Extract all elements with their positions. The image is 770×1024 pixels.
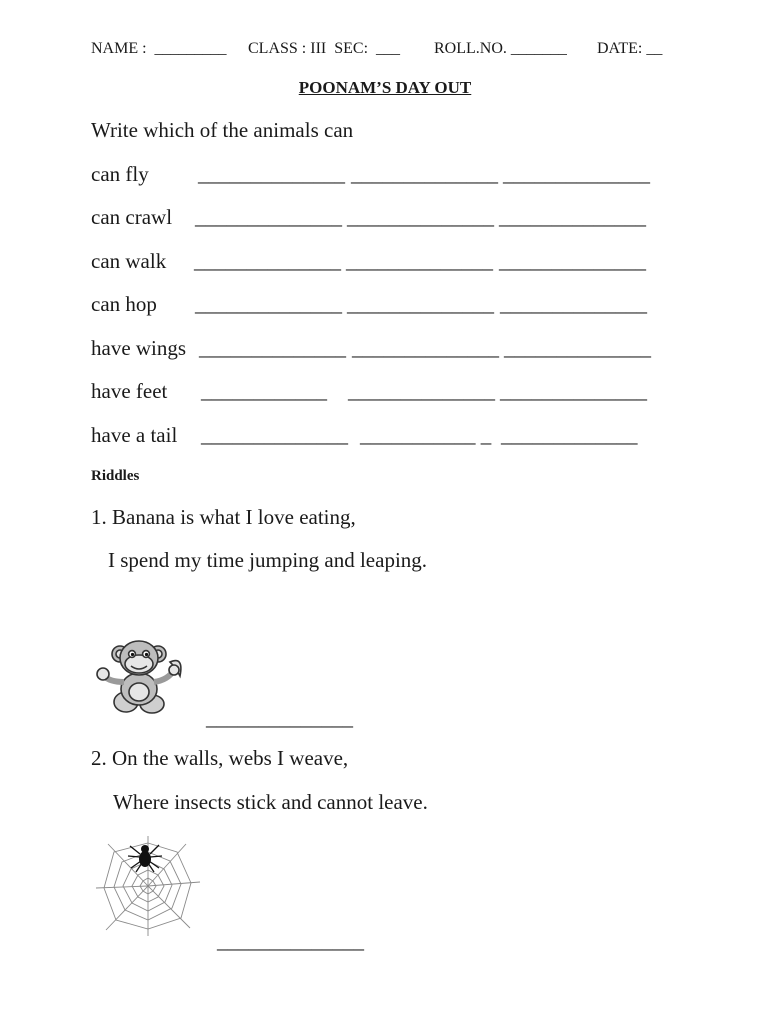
- answer-blank: ______________: [500, 292, 647, 316]
- row-label: have wings: [91, 336, 187, 360]
- answer-blank: ______________: [352, 336, 499, 360]
- answer-blank: ______________: [199, 336, 346, 360]
- answer-blank: _____________: [501, 423, 638, 447]
- date-field-label: DATE: __: [597, 40, 663, 57]
- instruction-text: Write which of the animals can: [91, 118, 354, 142]
- row-label: can fly: [91, 162, 149, 186]
- row-label: can hop: [91, 292, 157, 316]
- row-label: have a tail: [91, 423, 178, 447]
- riddle-1-line-1: 1. Banana is what I love eating,: [91, 505, 356, 529]
- class-field-label: CLASS : III SEC: ___: [248, 40, 401, 57]
- answer-blank: ______________: [347, 292, 494, 316]
- answer-blank: ___________ _: [360, 423, 492, 447]
- riddle-1-line-2: I spend my time jumping and leaping.: [108, 548, 428, 572]
- riddle-2-line-1: 2. On the walls, webs I weave,: [91, 746, 349, 770]
- answer-blank: ______________: [504, 336, 651, 360]
- row-label: can crawl: [91, 205, 173, 229]
- row-label: can walk: [91, 249, 167, 273]
- answer-blank: ______________: [500, 379, 647, 403]
- roll-field-label: ROLL.NO. _______: [434, 40, 567, 57]
- answer-blank: ______________: [503, 162, 650, 186]
- riddle-2-answer-blank: ______________: [217, 929, 364, 953]
- spider-web-icon: [94, 834, 202, 938]
- riddle-1-answer-blank: ______________: [206, 706, 353, 730]
- answer-blank: ______________: [194, 249, 341, 273]
- answer-blank: ______________: [195, 205, 342, 229]
- row-label: have feet: [91, 379, 168, 403]
- riddle-2-line-2: Where insects stick and cannot leave.: [113, 790, 428, 814]
- answer-blank: ______________: [348, 379, 495, 403]
- answer-blank: ______________: [499, 205, 646, 229]
- answer-blank: ______________: [351, 162, 498, 186]
- answer-blank: ______________: [198, 162, 345, 186]
- answer-blank: ______________: [195, 292, 342, 316]
- answer-blank: ______________: [347, 205, 494, 229]
- section-heading-riddles: Riddles: [91, 468, 140, 484]
- answer-blank: ______________: [499, 249, 646, 273]
- monkey-icon: [92, 632, 192, 718]
- answer-blank: ______________: [201, 423, 348, 447]
- answer-blank: ____________: [201, 379, 327, 403]
- answer-blank: ______________: [346, 249, 493, 273]
- name-field-label: NAME : _________: [91, 40, 227, 57]
- page-title: POONAM’S DAY OUT: [298, 78, 472, 97]
